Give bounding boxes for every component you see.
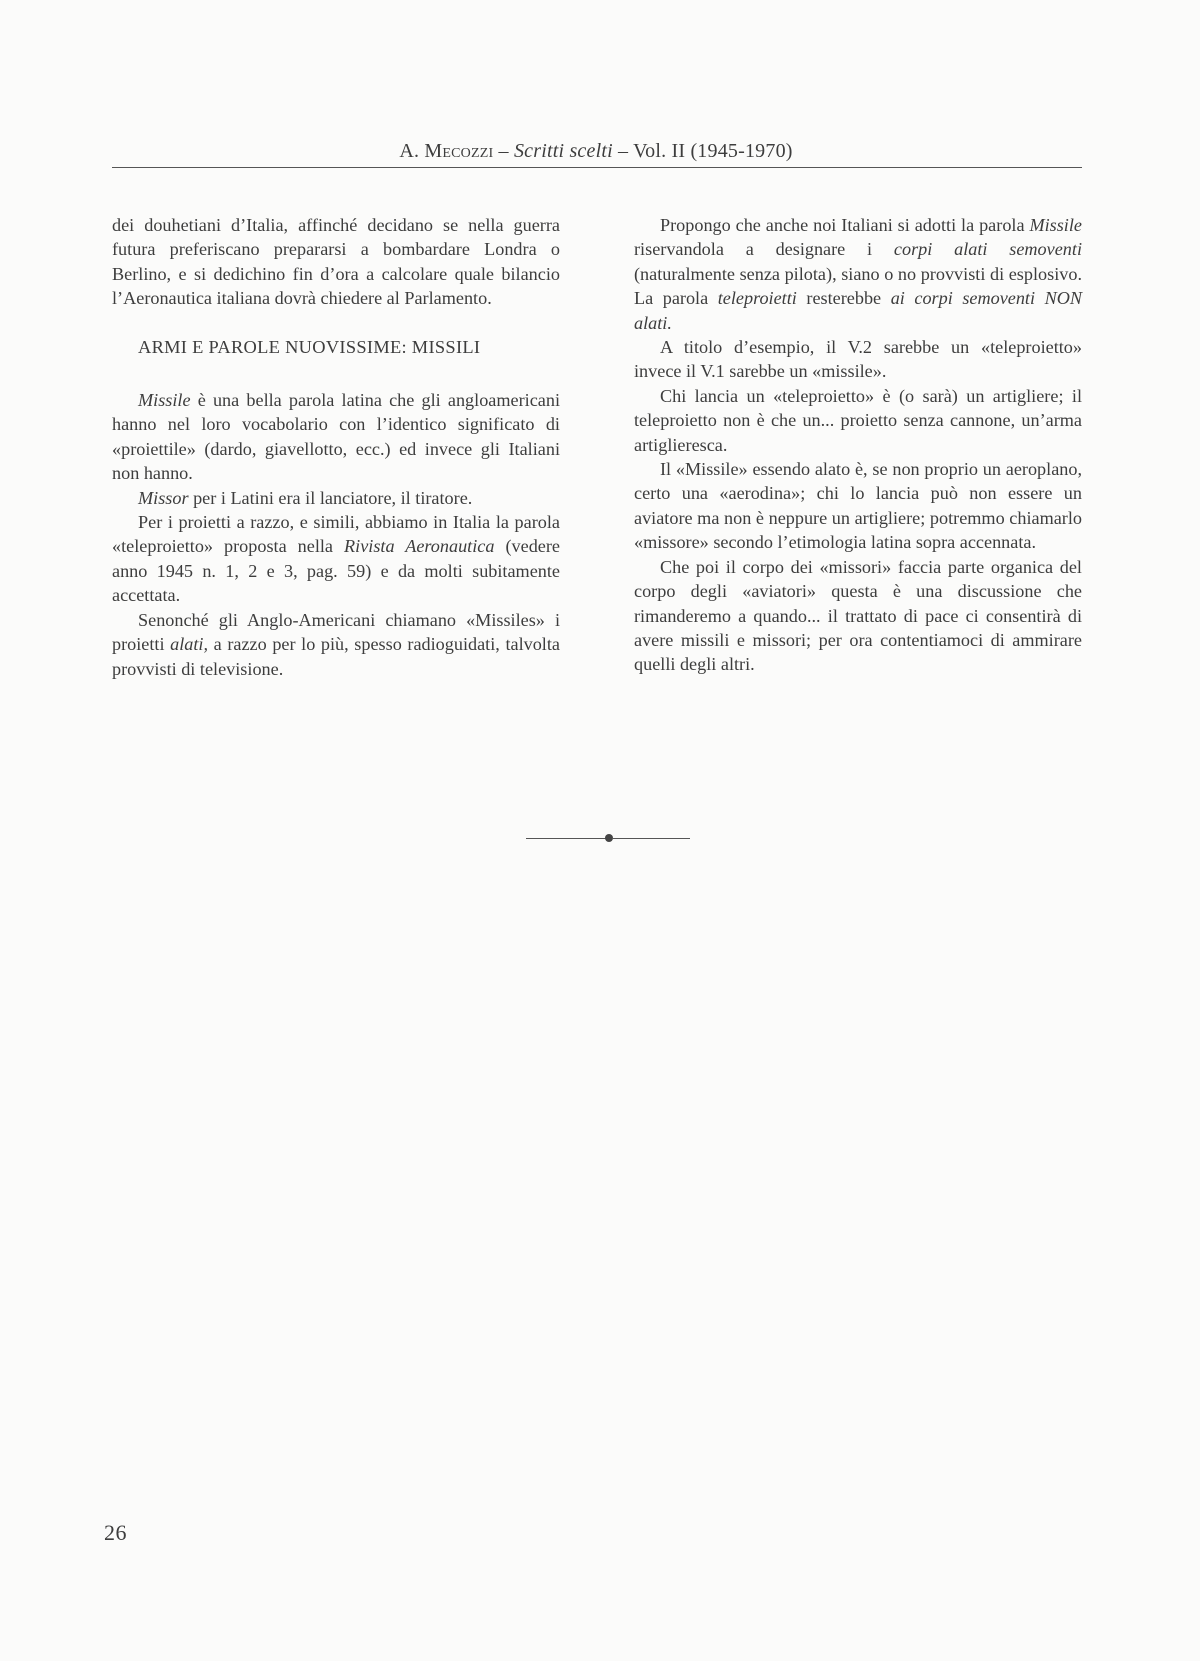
paragraph: [634, 384, 1082, 457]
paragraph-text: a razzo per lo più, spesso radioguidati, talvolta provvisti di televisione.: [112, 634, 560, 679]
page-number: 26: [104, 1520, 127, 1545]
ornament-line-left: [526, 838, 606, 839]
volume-label: Vol. II (1945-1970): [633, 140, 793, 162]
emphasis: corpi alati semoventi: [893, 239, 1082, 260]
paragraph-text: Senonché gli Anglo-Americani chiamano «Missiles» i proietti: [112, 609, 560, 655]
paragraph-text: (naturalmente senza pilota), siano o no provvisti di esplosivo. La parola: [634, 263, 1082, 309]
ornament-line-right: [612, 838, 690, 839]
paragraph: [112, 510, 560, 608]
emphasis: Missile: [138, 390, 191, 411]
author-initial: A.: [399, 140, 425, 162]
paragraph: [634, 335, 1082, 384]
emphasis: ai corpi semoventi NON alati.: [634, 288, 1082, 333]
emphasis: teleproietti: [717, 288, 797, 309]
paragraph-text: (vedere anno 1945 n. 1, 2 e 3, pag. 59) e da molti subitamente accettata.: [112, 536, 560, 606]
emphasis: Missor: [138, 487, 189, 508]
section-end-ornament: [526, 834, 690, 844]
paragraph-text: Per i proietti a razzo, e simili, abbiamo in Italia la parola «teleproietto» proposta nella: [112, 512, 560, 557]
paragraph-text: Che poi il corpo dei «missori» faccia parte organica del corpo degli «aviatori» questa è una discussione che rimanderemo a quando... il trattato di pace ci consentirà di avere missili e missori; per ora contentiamoci di ammirare quelli degli altri.: [634, 556, 1082, 675]
journal-title: Rivista Aeronautica: [344, 536, 495, 557]
emphasis: alati,: [170, 634, 209, 655]
paragraph-text: riservandola a designare i: [634, 239, 894, 260]
paragraph-text: A titolo d’esempio, il V.2 sarebbe un «teleproietto» invece il V.1 sarebbe un «missile».: [634, 337, 1082, 382]
paragraph: [634, 213, 1082, 335]
paragraph-text: per i Latini era il lanciatore, il tiratore.: [188, 487, 473, 508]
right-column: [634, 213, 1082, 677]
emphasis: Missile: [1029, 215, 1082, 235]
paragraph: [112, 486, 560, 510]
header-separator: –: [493, 140, 514, 162]
running-head: [112, 140, 1080, 170]
book-title: Scritti scelti: [513, 140, 613, 162]
header-rule: [112, 167, 1082, 168]
paragraph-text: dei douhetiani d’Italia, affinché decidano se nella guerra futura preferiscano prepararsi a bombardare Londra o Berlino, e si dedichino fin d’ora a calcolare quale bilancio l’Aeronautica italiana dovrà chiedere al Parlamento.: [112, 215, 560, 309]
author-surname: Mecozzi: [424, 140, 494, 162]
paragraph-text: resterebbe: [796, 288, 891, 309]
left-column: [112, 213, 560, 681]
paragraph-text: Chi lancia un «teleproietto» è (o sarà) un artigliere; il teleproietto non è che un... proietto senza cannone, un’arma artiglieresca.: [634, 385, 1082, 455]
paragraph: [634, 457, 1082, 555]
paragraph: [112, 608, 560, 681]
section-title: ARMI E PAROLE NUOVISSIME: MISSILI: [138, 336, 481, 357]
paragraph: [634, 555, 1082, 677]
header-separator: –: [612, 140, 634, 162]
continued-paragraph: [112, 213, 560, 311]
paragraph-text: Propongo che anche noi Italiani si adotti la parola: [660, 215, 1030, 235]
paragraph-text: è una bella parola latina che gli angloamericani hanno nel loro vocabolario con l’identico significato di «proiettile» (dardo, giavellotto, ecc.) ed invece gli Italiani non hanno.: [112, 390, 560, 484]
paragraph-text: Il «Missile» essendo alato è, se non proprio un aeroplano, certo una «aerodina»; chi lo lancia può non essere un aviatore ma non è neppure un artigliere; potremmo chiamarlo «missore» secondo l’etimologia latina sopra accennata.: [634, 459, 1082, 553]
paragraph: [112, 388, 560, 486]
